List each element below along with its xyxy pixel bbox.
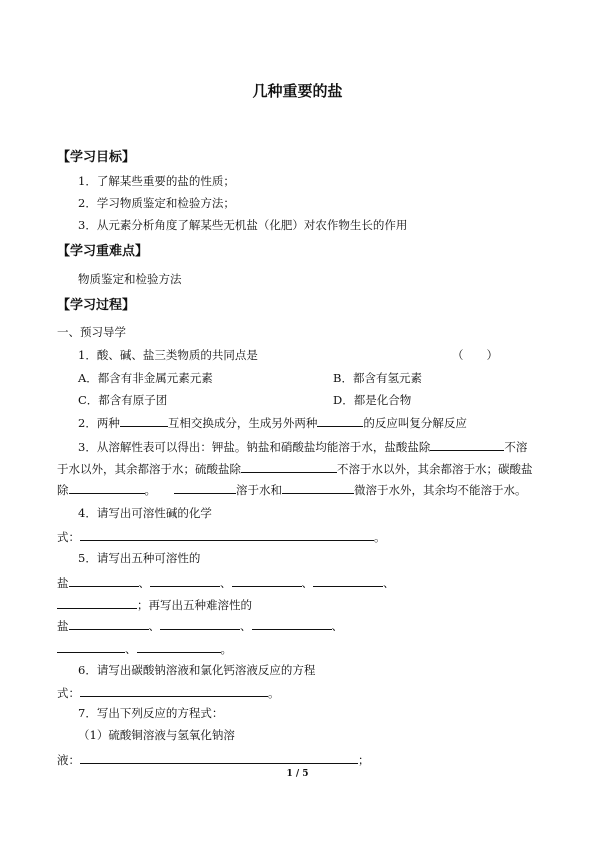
q2-line (78, 414, 467, 431)
q5-blank[interactable] (69, 574, 139, 587)
q2-text-3: 的反应叫复分解反应 (363, 416, 467, 430)
q3-text: 。 (144, 483, 156, 497)
q3-blank-1[interactable] (430, 438, 504, 451)
q3-blank-4[interactable] (174, 481, 236, 494)
q5-blank[interactable] (252, 617, 332, 630)
q3-text: 于水以外，其余都溶于水；硫酸盐除 (57, 462, 241, 476)
q3-text: 3．从溶解性表可以得出：钾盐。钠盐和硝酸盐均能溶于水，盐酸盐除 (78, 440, 431, 454)
q3-text: 除 (57, 483, 69, 497)
part1-title: 一、预习导学 (57, 325, 126, 339)
q5-text: 。 (220, 642, 232, 656)
q5-line-3 (57, 596, 252, 613)
q3-blank-2[interactable] (241, 460, 337, 473)
page-number: 1 / 5 (286, 769, 309, 779)
q5-blank[interactable] (313, 574, 383, 587)
q1-answer-bracket: （ ） (452, 348, 498, 362)
q3-blank-3[interactable] (69, 481, 145, 494)
q5-blank[interactable] (137, 640, 221, 653)
q2-blank-1[interactable] (120, 414, 168, 427)
q1-option-a: A．都含有非金属元素元素 (78, 371, 213, 385)
q4-text: 。 (374, 530, 386, 544)
q5-text: ；再写出五种难溶性的 (137, 598, 252, 612)
q5-blank[interactable] (150, 574, 220, 587)
q3-text: 微溶于水外，其余均不能溶于水。 (354, 483, 527, 497)
q7-line-3 (57, 751, 370, 768)
q3-blank-5[interactable] (282, 481, 354, 494)
section-key: 【学习重难点】 (57, 244, 149, 259)
q7-line-2: （1）硫酸铜溶液与氢氧化钠溶 (78, 728, 235, 742)
q1-option-c: C．都含有原子团 (78, 393, 168, 407)
q3-text: 不溶 (504, 440, 528, 454)
q5-blank[interactable] (160, 617, 240, 630)
q3-line-2 (57, 460, 533, 477)
q4-line-2 (57, 528, 386, 545)
q7-line-1: 7．写出下列反应的方程式： (78, 706, 224, 720)
q5-sep: 、 (148, 619, 160, 633)
q6-text: 。 (268, 686, 280, 700)
q6-line-2 (57, 684, 280, 701)
q2-text-2: 互相交换成分，生成另外两种 (167, 416, 318, 430)
q4-blank[interactable] (80, 528, 374, 541)
goal-2: 2．学习物质鉴定和检验方法； (78, 196, 235, 210)
q3-line-3 (57, 481, 527, 498)
q5-line-2 (57, 574, 395, 591)
q5-sep: 、 (220, 576, 232, 590)
q3-text: 溶于水和 (236, 483, 282, 497)
q1-option-d: D．都是化合物 (333, 393, 412, 407)
page-title: 几种重要的盐 (252, 82, 343, 100)
q5-text: 盐 (57, 576, 69, 590)
section-process: 【学习过程】 (57, 298, 136, 313)
q5-blank[interactable] (57, 640, 125, 653)
q7-text: ； (358, 753, 370, 767)
q5-sep: 、 (125, 642, 137, 656)
q5-sep: 、 (383, 576, 395, 590)
q6-line-1: 6．请写出碳酸钠溶液和氯化钙溶液反应的方程 (78, 663, 316, 677)
q7-text: 液： (57, 753, 80, 767)
key-text: 物质鉴定和检验方法 (78, 272, 182, 286)
q5-sep: 、 (138, 576, 150, 590)
goal-1: 1．了解某些重要的盐的性质； (78, 174, 235, 188)
q7-blank[interactable] (80, 751, 358, 764)
q5-line-1: 5．请写出五种可溶性的 (78, 551, 201, 565)
q2-text-1: 2．两种 (78, 416, 120, 430)
q3-line-1 (78, 438, 527, 455)
q4-line-1: 4．请写出可溶性碱的化学 (78, 506, 212, 520)
section-goals: 【学习目标】 (57, 150, 136, 165)
q2-blank-2[interactable] (317, 414, 363, 427)
q5-blank[interactable] (232, 574, 302, 587)
q1-option-b: B．都含有氢元素 (333, 371, 422, 385)
q4-text: 式： (57, 530, 80, 544)
goal-3: 3．从元素分析角度了解某些无机盐（化肥）对农作物生长的作用 (78, 218, 408, 232)
q5-text: 盐 (57, 619, 69, 633)
q6-blank[interactable] (80, 684, 268, 697)
q5-blank[interactable] (57, 596, 137, 609)
q5-sep: 、 (331, 619, 343, 633)
q5-sep: 、 (301, 576, 313, 590)
q5-sep: 、 (240, 619, 252, 633)
q1-stem: 1．酸、碱、盐三类物质的共同点是 (78, 348, 258, 362)
q3-text: 不溶于水以外，其余都溶于水；碳酸盐 (337, 462, 533, 476)
q5-line-4 (57, 617, 343, 634)
q6-text: 式： (57, 686, 80, 700)
q5-blank[interactable] (69, 617, 149, 630)
q5-line-5 (57, 640, 232, 657)
